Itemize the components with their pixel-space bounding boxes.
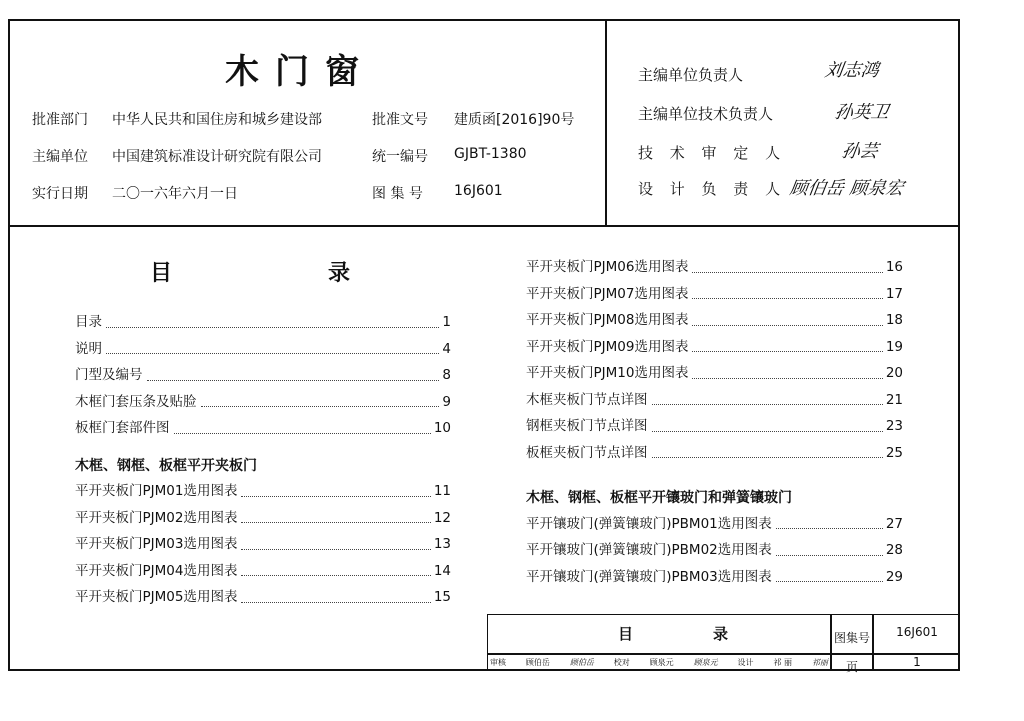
toc-left-column [75,309,451,611]
signature: 顾泉元 [693,658,718,667]
toc-entry[interactable] [526,387,903,414]
signature: 孙芸 [840,141,880,162]
toc-section-heading: 木框、钢框、板框平开夹板门 [75,457,257,474]
toc-entry[interactable] [526,334,903,361]
leader-dots [776,581,883,582]
meta-date-label: 实行日期 [32,186,88,202]
leader-dots [106,327,439,328]
toc-entry-label: 平开镶玻门(弹簧镶玻门)PBM01选用图表 [526,515,772,532]
meta-editor-label: 主编单位 [32,149,88,165]
toc-entry-label: 平开夹板门PJM02选用图表 [75,509,238,526]
toc-entry-page: 10 [433,420,451,436]
toc-entry-page: 12 [433,509,451,526]
toc-entry-label: 板框夹板门节点详图 [526,444,648,461]
toc-entry[interactable] [526,360,903,387]
meta-atlas-no-label: 图 集 号 [372,186,423,202]
atlas-title: 木门窗 [225,52,375,92]
toc-right-column [526,254,903,590]
toc-entry[interactable] [75,362,451,389]
meta-date-value: 二〇一六年六月一日 [112,186,238,202]
responsible-role: 主编单位负责人 [638,66,744,84]
toc-entry[interactable] [75,415,451,442]
signature: 顾伯岳 顾泉宏 [788,178,905,199]
toc-entry-label: 平开夹板门PJM01选用图表 [75,483,238,499]
toc-entry-page: 21 [885,391,903,408]
toc-entry-label: 平开夹板门PJM03选用图表 [75,536,238,552]
header-divider [8,225,960,227]
leader-dots [241,575,430,576]
toc-entry[interactable] [75,584,451,611]
leader-dots [174,433,431,434]
toc-entry-label: 平开夹板门PJM05选用图表 [75,589,238,605]
atlas-number-value: 16J601 [896,625,938,639]
toc-entry-page: 13 [433,536,451,552]
toc-entry-page: 17 [885,285,903,302]
toc-entry-label: 钢框夹板门节点详图 [526,418,648,434]
toc-entry[interactable] [526,254,903,281]
toc-entry[interactable] [75,505,451,532]
toc-title-char: 目 [150,261,173,286]
toc-entry-label: 门型及编号 [75,367,143,383]
design-label: 设计 [737,658,754,667]
leader-dots [241,549,430,550]
signature: 祁丽 [811,658,828,667]
toc-entry[interactable] [526,440,903,467]
title-block-name [618,623,728,644]
toc-entry-label: 平开夹板门PJM07选用图表 [526,285,689,302]
toc-entry-label: 木框夹板门节点详图 [526,391,648,408]
leader-dots [241,602,430,603]
toc-entry[interactable] [75,531,451,558]
meta-approval-no-value: 建质函[2016]90号 [454,112,575,128]
approval-row [490,657,828,668]
leader-dots [652,457,883,458]
leader-dots [652,431,883,432]
title-block-name-char: 目 [618,625,634,643]
toc-entry[interactable] [75,336,451,363]
signature: 顾伯岳 [569,658,594,667]
toc-entry[interactable] [526,281,903,308]
meta-atlas-no-value: 16J601 [454,183,503,199]
toc-entry-label: 平开夹板门PJM09选用图表 [526,338,689,355]
design-name: 祁 丽 [773,658,792,667]
toc-entry[interactable] [75,389,451,416]
leader-dots [241,496,430,497]
check-name: 顾泉元 [649,658,674,667]
header-vertical-divider [605,19,607,226]
toc-entry-page: 16 [885,259,903,275]
meta-unified-no-value: GJBT-1380 [454,146,527,162]
toc-entry[interactable] [75,558,451,585]
toc-entry-page: 1 [442,314,451,330]
leader-dots [692,272,882,273]
toc-entry-page: 18 [885,312,903,328]
atlas-number-label: 图集号 [833,631,870,645]
toc-entry-label: 说明 [75,340,102,357]
leader-dots [692,325,882,326]
leader-dots [692,298,882,299]
toc-entry-label: 平开镶玻门(弹簧镶玻门)PBM03选用图表 [526,568,772,585]
toc-entry-page: 20 [885,365,903,381]
leader-dots [692,378,882,379]
meta-approver-value: 中华人民共和国住房和城乡建设部 [112,112,322,128]
toc-entry-page: 14 [433,562,451,579]
toc-entry-page: 4 [442,340,451,357]
meta-approval-no-label: 批准文号 [372,112,428,128]
leader-dots [652,404,883,405]
toc-entry[interactable] [75,309,451,336]
leader-dots [776,528,883,529]
page-value: 1 [913,655,921,669]
meta-editor-value: 中国建筑标准设计研究院有限公司 [112,149,322,165]
toc-title [150,256,350,287]
check-label: 校对 [613,658,630,667]
toc-entry-page: 15 [433,589,451,605]
signature: 孙英卫 [833,102,891,123]
toc-entry-page: 19 [885,338,903,355]
toc-entry[interactable] [75,478,451,505]
responsible-role: 技 术 审 定 人 [638,144,787,162]
toc-entry[interactable] [526,511,903,538]
toc-entry-label: 平开镶玻门(弹簧镶玻门)PBM02选用图表 [526,542,772,558]
toc-entry-label: 木框门套压条及贴脸 [75,393,197,410]
leader-dots [201,406,440,407]
toc-entry[interactable] [526,413,903,440]
leader-dots [776,555,883,556]
responsible-role: 主编单位技术负责人 [638,105,774,123]
toc-entry[interactable] [526,537,903,564]
toc-entry-page: 11 [433,483,451,499]
review-name: 顾伯岳 [525,658,550,667]
toc-entry-page: 27 [885,515,903,532]
leader-dots [692,351,882,352]
title-block-name-char: 录 [712,625,728,643]
toc-entry-label: 平开夹板门PJM08选用图表 [526,312,689,328]
leader-dots [147,380,440,381]
meta-approver-label: 批准部门 [32,112,88,128]
toc-section-heading: 木框、钢框、板框平开镶玻门和弹簧镶玻门 [526,490,792,506]
review-label: 审核 [490,658,506,667]
responsible-role: 设 计 负 责 人 [638,180,787,198]
toc-entry-label: 目录 [75,314,102,330]
page-label: 页 [845,660,858,674]
toc-entry-page: 23 [885,418,903,434]
toc-entry-label: 平开夹板门PJM04选用图表 [75,562,238,579]
toc-entry[interactable] [526,564,903,591]
toc-entry-label: 平开夹板门PJM06选用图表 [526,259,689,275]
leader-dots [241,522,430,523]
toc-entry-page: 28 [885,542,903,558]
toc-entry-page: 8 [442,367,451,383]
leader-dots [106,353,439,354]
toc-entry-page: 29 [885,568,903,585]
toc-entry-label: 平开夹板门PJM10选用图表 [526,365,689,381]
toc-entry-page: 25 [885,444,903,461]
meta-unified-no-label: 统一编号 [372,149,428,165]
signature: 刘志鸿 [823,60,881,81]
toc-entry-page: 9 [442,393,451,410]
toc-entry-label: 板框门套部件图 [75,420,170,436]
toc-entry[interactable] [526,307,903,334]
toc-title-char: 录 [327,261,350,286]
title-block [487,614,960,674]
